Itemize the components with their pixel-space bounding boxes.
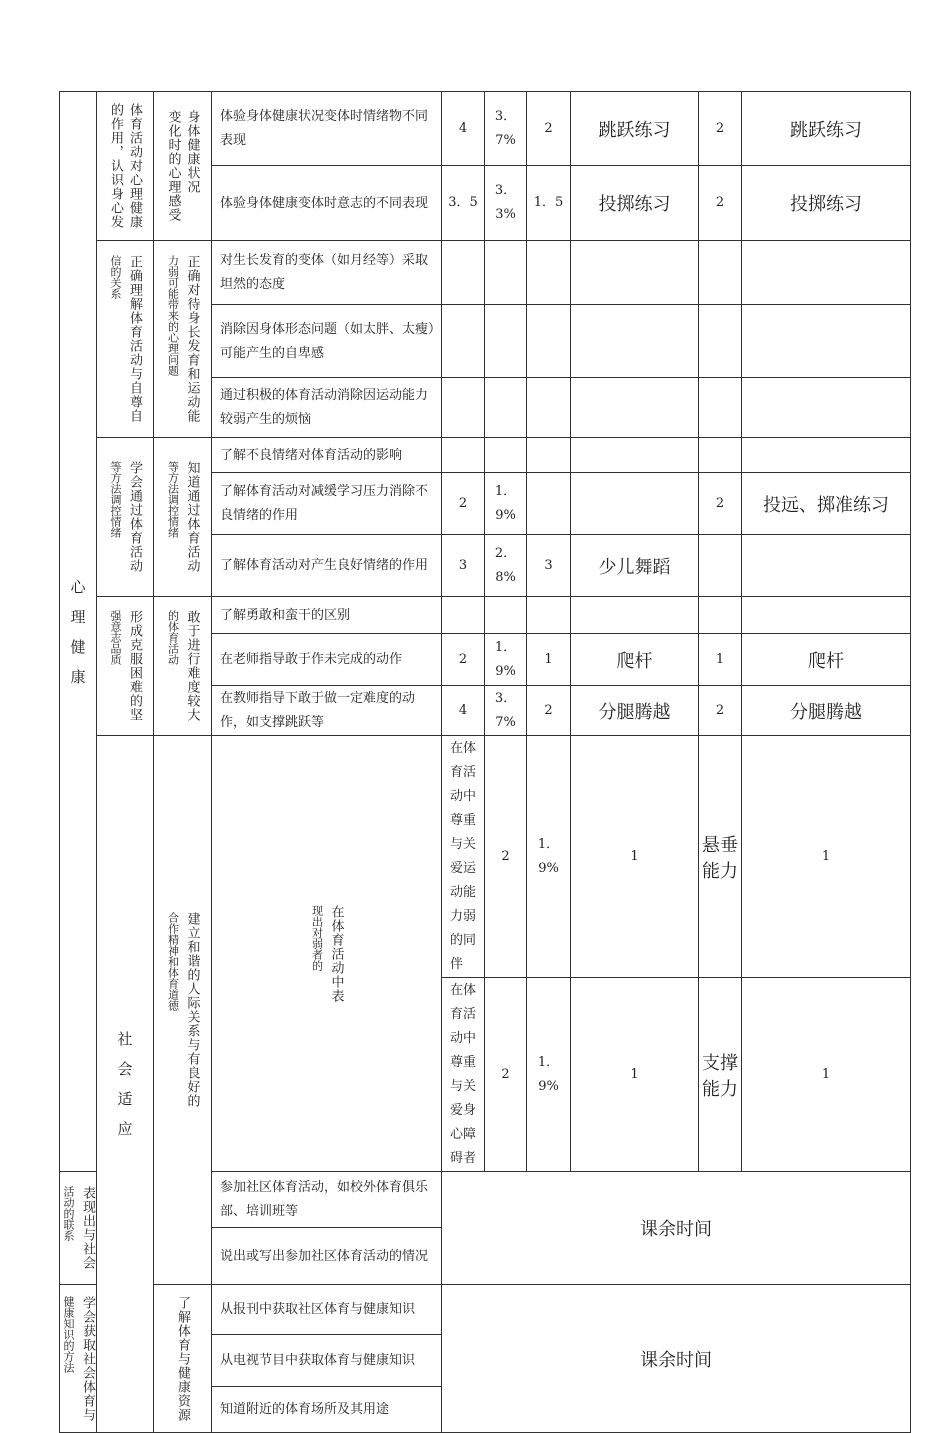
content-cell: 从电视节目中获取体育与健康知识 [212, 1335, 442, 1387]
hours-cell: 2 [527, 686, 571, 736]
activity-cell: 投掷练习 [571, 166, 699, 241]
hours-cell: 4 [442, 686, 485, 736]
content-cell: 消除因身体形态问题（如太胖、太瘦）可能产生的自卑感 [212, 305, 442, 378]
goal-cell: 建立和谐的人际关系与有良好的 合作精神和体育道德 [154, 736, 212, 1285]
goal-cell: 形成克服困难的坚 强意志品质 [97, 597, 154, 736]
content-cell: 体验身体健康变体时意志的不同表现 [212, 166, 442, 241]
hours-cell: 2 [699, 686, 742, 736]
activity-cell: 支撑能力 [699, 978, 742, 1172]
hours-cell: 2 [699, 92, 742, 166]
content-cell: 在老师指导敢于作未完成的动作 [212, 634, 442, 686]
content-cell: 体验身体健康状况变体时情绪物不同表现 [212, 92, 442, 166]
percent-cell: 1．9% [485, 634, 527, 686]
activity-cell: 分腿腾越 [742, 686, 911, 736]
objective-cell: 身体健康状况 变化时的心理感受 [154, 92, 212, 241]
activity-cell: 投掷练习 [742, 166, 911, 241]
percent-cell: 1．9% [527, 978, 571, 1172]
activity-cell: 悬垂能力 [699, 736, 742, 978]
hours-cell: 4 [442, 92, 485, 166]
activity-cell: 少儿舞蹈 [571, 535, 699, 597]
hours-cell: 1 [571, 736, 699, 978]
goal-cell: 学会通过体育活动 等方法调控情绪 [97, 438, 154, 597]
area-psychological-health: 心理健康 [60, 92, 97, 1172]
percent-cell: 2．8% [485, 535, 527, 597]
content-cell: 了解体育活动对产生良好情绪的作用 [212, 535, 442, 597]
objective-cell: 了解体育与健康资源 [154, 1285, 212, 1433]
after-school-time-cell: 课余时间 [442, 1285, 911, 1433]
objective-cell: 表现出与社会 活动的联系 [60, 1172, 97, 1285]
goal-cell: 体育活动对心理健康 的作用，认识身心发 [97, 92, 154, 241]
percent-cell: 3．3% [485, 166, 527, 241]
hours-cell: 2 [699, 166, 742, 241]
area-social-adaptation: 社会适应 [97, 736, 154, 1433]
activity-cell: 投远、掷准练习 [742, 473, 911, 535]
content-cell: 说出或写出参加社区体育活动的情况 [212, 1228, 442, 1285]
after-school-time-cell: 课余时间 [442, 1172, 911, 1285]
objective-cell: 知道通过体育活动 等方法调控情绪 [154, 438, 212, 597]
activity-cell: 分腿腾越 [571, 686, 699, 736]
content-cell: 了解体育活动对减缓学习压力消除不良情绪的作用 [212, 473, 442, 535]
hours-cell: 2 [527, 92, 571, 166]
content-cell: 在教师指导下敢于做一定难度的动作，如支撑跳跃等 [212, 686, 442, 736]
hours-cell: 1．5 [527, 166, 571, 241]
hours-cell: 3 [527, 535, 571, 597]
objective-cell: 敢于进行难度较大 的体育活动 [154, 597, 212, 736]
goal-cell: 正确理解体育活动与自尊自 信的关系 [97, 241, 154, 438]
content-cell: 在体育活动中尊重与关爱运动能力弱的同伴 [442, 736, 485, 978]
content-cell: 知道附近的体育场所及其用途 [212, 1387, 442, 1433]
content-cell: 参加社区体育活动，如校外体育俱乐部、培训班等 [212, 1172, 442, 1228]
objective-cell: 正确对待身长发育和运动能 力弱可能带来的心理问题 [154, 241, 212, 438]
content-cell: 通过积极的体育活动消除因运动能力较弱产生的烦恼 [212, 378, 442, 438]
hours-cell: 1 [742, 736, 911, 978]
hours-cell: 1 [571, 978, 699, 1172]
percent-cell: 3．7% [485, 92, 527, 166]
hours-cell: 2 [485, 978, 527, 1172]
content-cell: 从报刊中获取社区体育与健康知识 [212, 1285, 442, 1335]
hours-cell: 3．5 [442, 166, 485, 241]
percent-cell: 3．7% [485, 686, 527, 736]
content-cell: 对生长发育的变体（如月经等）采取坦然的态度 [212, 241, 442, 305]
objective-cell: 在体育活动中表 现出对弱者的 [212, 736, 442, 1172]
activity-cell: 爬杆 [571, 634, 699, 686]
curriculum-table [59, 91, 911, 1433]
activity-cell: 跳跃练习 [742, 92, 911, 166]
hours-cell: 2 [485, 736, 527, 978]
percent-cell: 1．9% [527, 736, 571, 978]
hours-cell: 2 [442, 473, 485, 535]
activity-cell: 跳跃练习 [571, 92, 699, 166]
hours-cell: 3 [442, 535, 485, 597]
hours-cell: 2 [442, 634, 485, 686]
hours-cell: 1 [699, 634, 742, 686]
content-cell: 在体育活动中尊重与关爱身心障碍者 [442, 978, 485, 1172]
content-cell: 了解不良情绪对体育活动的影响 [212, 438, 442, 473]
content-cell: 了解勇敢和蛮干的区别 [212, 597, 442, 634]
hours-cell: 2 [699, 473, 742, 535]
percent-cell: 1．9% [485, 473, 527, 535]
goal-cell: 学会获取社会体育与 健康知识的方法 [60, 1285, 97, 1433]
hours-cell: 1 [527, 634, 571, 686]
activity-cell: 爬杆 [742, 634, 911, 686]
hours-cell: 1 [742, 978, 911, 1172]
